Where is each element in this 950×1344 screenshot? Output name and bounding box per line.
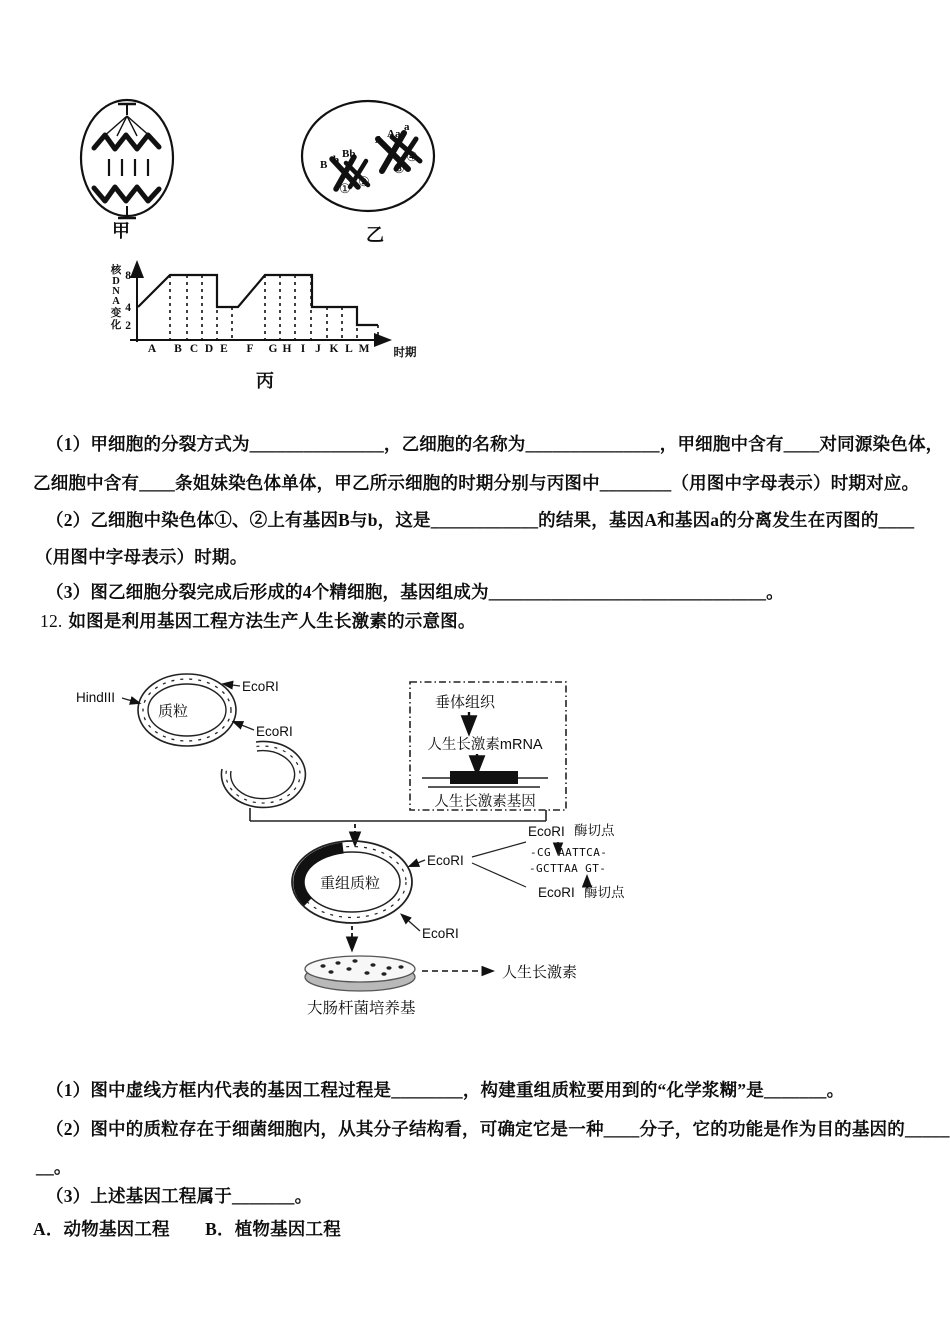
hindiii-pointer (122, 698, 139, 703)
q12-stem-text: 如图是利用基因工程方法生产人生长激素的示意图。 (68, 611, 476, 631)
y-axis-title (110, 263, 122, 331)
q12-part2-line1: （2）图中的质粒存在于细菌细胞内，从其分子结构看，可确定它是一种____分子，它的功能是作为目的基因的_____ (46, 1119, 950, 1139)
svg-text:变: 变 (110, 308, 122, 319)
svg-text:A: A (147, 343, 157, 355)
cut-site-label-bottom: 酶切点 (584, 885, 625, 900)
svg-text:E: E (220, 343, 228, 355)
svg-text:4: 4 (125, 302, 131, 314)
spindle-pole-top-icon (118, 103, 136, 115)
svg-text:M: M (358, 343, 370, 355)
ecori-label-cutsite-bottom: EcoRI (538, 885, 575, 900)
q11-part2-line1: （2）乙细胞中染色体①、②上有基因B与b，这是____________的结果，基因A和基因a的分离发生在丙图的____ (46, 510, 915, 530)
sequence-top-strand: -CG AATTCA- (530, 846, 608, 859)
svg-text:化: 化 (110, 320, 122, 331)
y-tick-labels (125, 270, 131, 332)
chart-title: 丙 (256, 371, 274, 391)
q12-part1: （1）图中虚线方框内代表的基因工程过程是________，构建重组质粒要用到的“化学浆糊”是_______。 (46, 1080, 845, 1100)
chromosomes-lower-icon (94, 187, 159, 201)
hormone-label: 人生长激素 (502, 964, 578, 981)
ecori-label-recombinant-top: EcoRI (427, 853, 464, 868)
svg-text:F: F (246, 343, 254, 355)
gene-label-A: A (375, 134, 383, 146)
gene-label-Bb: Bb (342, 148, 356, 160)
cell-yi-diagram (298, 97, 438, 221)
cut-site-label-top: 酶切点 (574, 823, 615, 838)
q11-part2-line2: （用图中字母表示）时期。 (35, 547, 248, 567)
plasmid-label: 质粒 (157, 703, 189, 720)
q11-part1-line1: （1）甲细胞的分裂方式为_______________，乙细胞的名称为_______________，甲细胞中含有____对同源染色体， (46, 434, 944, 454)
ecori-pointer-plasmid-top (224, 684, 240, 686)
gene-label-Aa: Aa (387, 128, 401, 140)
svg-text:G: G (268, 343, 278, 355)
svg-text:B: B (174, 343, 182, 355)
ecori-label-recombinant-bottom: EcoRI (422, 926, 459, 941)
dna-chart (100, 252, 430, 367)
q12-stem (40, 608, 476, 633)
spindle-midline-dashes-icon (109, 159, 148, 176)
growth-hormone-gene-label: 人生长激素基因 (434, 794, 536, 810)
svg-text:H: H (282, 343, 292, 355)
gene-bar-icon (422, 771, 548, 787)
svg-text:A: A (112, 296, 120, 307)
gene-label-a: a (404, 121, 410, 133)
dish-label: 大肠杆菌培养基 (307, 1000, 416, 1017)
chromosome-4-badge: ④ (406, 149, 418, 164)
chromosomes-upper-icon (94, 135, 159, 149)
ecori-pointer-recombinant-bottom (402, 915, 420, 931)
hindiii-label: HindIII (76, 690, 116, 705)
svg-text:8: 8 (125, 270, 131, 282)
svg-text:K: K (329, 343, 339, 355)
svg-text:2: 2 (125, 320, 131, 332)
cell-jia-label: 甲 (112, 221, 130, 241)
ecori-label-plasmid-top: EcoRI (242, 679, 279, 694)
ecori-label-cutsite-top: EcoRI (528, 824, 565, 839)
svg-text:D: D (204, 343, 214, 355)
q11-part1-line2: 乙细胞中含有____条姐妹染色体单体，甲乙所示细胞的时期分别与丙图中________（用图中字母表示）时期对应。 (33, 473, 920, 493)
recombinant-plasmid-label: 重组质粒 (319, 875, 381, 892)
ecori-fork-lines (472, 842, 526, 887)
cut-plasmid-icon (221, 741, 305, 807)
x-tick-labels (148, 343, 370, 355)
svg-text:核: 核 (110, 265, 122, 276)
cell-yi-label: 乙 (366, 225, 384, 245)
ecori-pointer-recombinant-top (410, 860, 425, 866)
gene-label-b: b (333, 154, 340, 166)
svg-text:L: L (345, 343, 353, 355)
q12-part2-line2: __。 (36, 1157, 72, 1177)
gene-label-B: B (320, 159, 328, 171)
cell-jia-diagram (78, 96, 178, 230)
dna-content-curve (138, 275, 378, 325)
q12-part3: （3）上述基因工程属于_______。 (46, 1186, 313, 1206)
q12-number: 12. (40, 611, 63, 631)
pituitary-label: 垂体组织 (434, 694, 496, 711)
svg-text:J: J (315, 343, 321, 355)
q12-options: A．动物基因工程 B．植物基因工程 (33, 1219, 341, 1239)
chromosome-3-badge: ③ (393, 161, 405, 176)
svg-text:D: D (112, 276, 120, 287)
gene-engineering-diagram (70, 660, 630, 1025)
x-axis-title: 时期 (393, 347, 417, 359)
sequence-bottom-strand: -GCTTAA GT- (529, 862, 607, 875)
mrna-label: 人生长激素mRNA (427, 737, 543, 753)
svg-text:C: C (189, 343, 199, 355)
q11-part3: （3）图乙细胞分裂完成后形成的4个精细胞，基因组成为_______________________________。 (46, 582, 784, 602)
chromosome-2-badge: ② (358, 174, 370, 189)
ecori-pointer-plasmid-mid (234, 722, 254, 730)
svg-text:I: I (300, 343, 306, 355)
petri-dish-icon (305, 956, 415, 991)
chromosome-1-badge: ① (339, 181, 351, 196)
ecori-label-plasmid-mid: EcoRI (256, 724, 293, 739)
svg-text:N: N (112, 286, 120, 297)
